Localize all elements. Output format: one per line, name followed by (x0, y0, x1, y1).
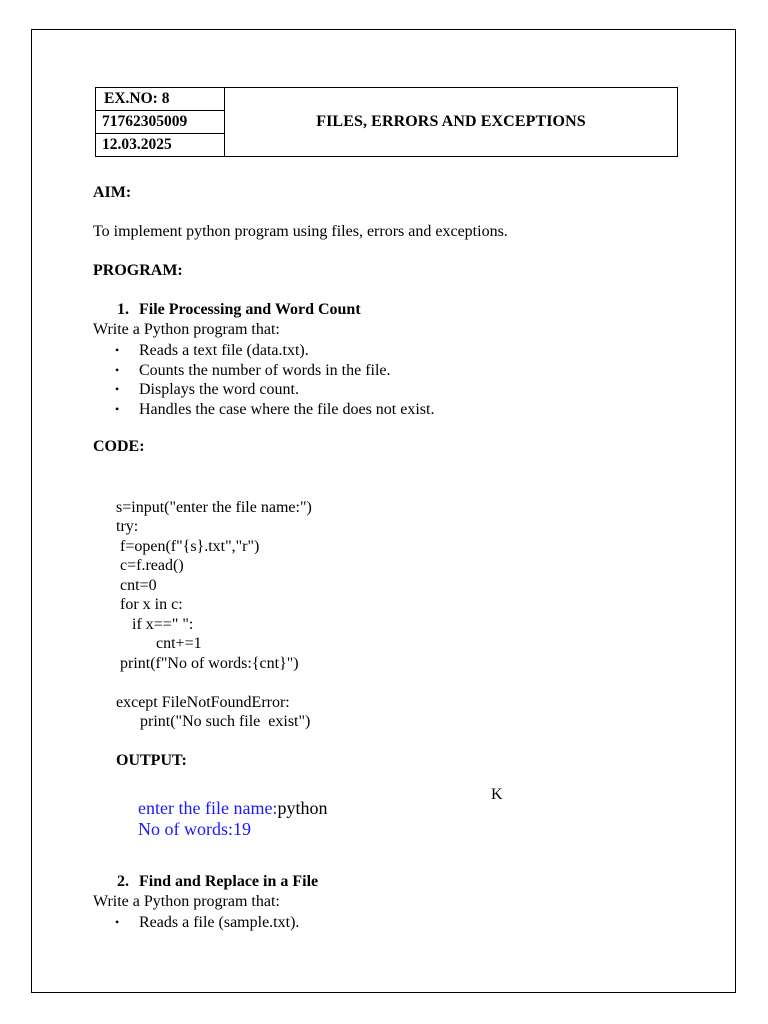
list-item: • Displays the word count. (115, 381, 299, 398)
list-item: • Counts the number of words in the file. (115, 361, 391, 379)
roll-number: 71762305009 (96, 111, 224, 134)
document-title: FILES, ERRORS AND EXCEPTIONS (316, 113, 586, 130)
stray-glyph: K (491, 786, 503, 803)
code-line: c=f.read() (116, 557, 184, 574)
code-line: print("No such file exist") (116, 713, 311, 730)
exercise-date: 12.03.2025 (102, 136, 172, 153)
bullet-icon: • (115, 401, 120, 416)
output-result: No of words:19 (138, 819, 251, 839)
header-info-column (96, 88, 225, 156)
code-line: try: (116, 518, 139, 535)
code-block (116, 478, 312, 751)
bullet-icon: • (115, 343, 120, 357)
bullet-icon: • (115, 362, 120, 377)
output-heading: OUTPUT: (116, 752, 187, 769)
task2-bullet-list (93, 913, 299, 933)
task2-title: Find and Replace in a File (139, 873, 319, 890)
code-line: for x in c: (116, 596, 183, 613)
task1-number: 1. (117, 301, 129, 318)
task1-intro: Write a Python program that: (93, 321, 280, 338)
code-line: except FileNotFoundError: (116, 693, 290, 711)
task1-bullet-list (93, 341, 434, 419)
code-line: f=open(f"{s}.txt","r") (116, 537, 260, 555)
code-line (116, 673, 312, 693)
bullet-icon: • (115, 382, 120, 396)
task2-number: 2. (117, 873, 129, 890)
output-prompt: enter the file name: (138, 798, 278, 818)
aim-text: To implement python program using files, errors and exceptions. (93, 223, 508, 240)
code-line: cnt=0 (116, 576, 157, 594)
code-line: print(f"No of words:{cnt}") (116, 654, 299, 672)
code-line: if x==" ": (116, 615, 194, 633)
code-heading: CODE: (93, 438, 145, 455)
output-line-1 (138, 798, 327, 819)
code-line: cnt+=1 (116, 635, 202, 652)
list-item: • Reads a text file (data.txt). (115, 342, 309, 359)
task1-title: File Processing and Word Count (139, 301, 361, 318)
code-line: s=input("enter the file name:") (116, 498, 312, 516)
aim-heading: AIM: (93, 184, 132, 201)
exercise-number: EX.NO: 8 (96, 88, 224, 111)
program-heading: PROGRAM: (93, 262, 183, 279)
output-screenshot (138, 798, 327, 840)
output-user-input: python (277, 798, 328, 818)
list-item: • Reads a file (sample.txt). (115, 914, 300, 931)
list-item: • Handles the case where the file does not exist. (115, 400, 435, 418)
task2-intro: Write a Python program that: (93, 893, 280, 910)
header-table (95, 87, 678, 157)
bullet-icon: • (115, 915, 120, 929)
